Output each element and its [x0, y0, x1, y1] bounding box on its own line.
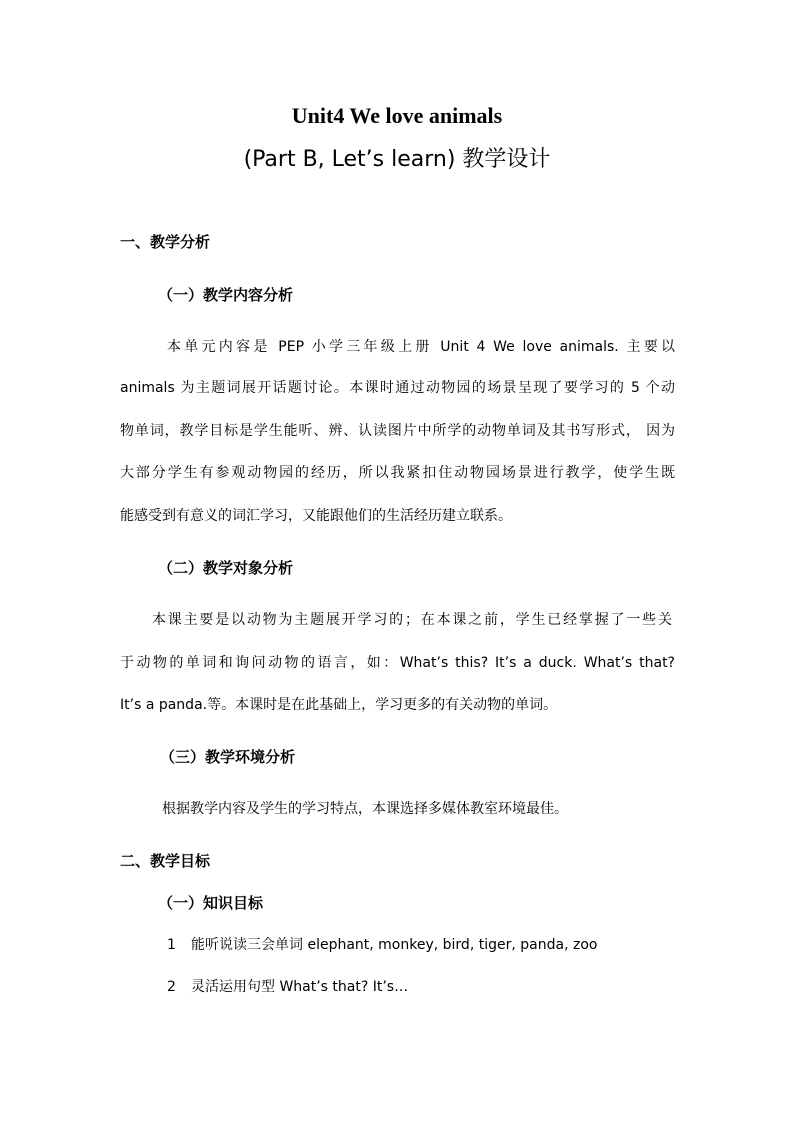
section-heading-teaching-objectives: 二、教学目标 — [120, 852, 211, 870]
subsection-heading-content-analysis: （一）教学内容分析 — [158, 286, 294, 304]
list-item-text: 灵活运用句型 What’s that? It’s… — [191, 979, 409, 995]
subsection-heading-learner-analysis: （二）教学对象分析 — [158, 559, 294, 577]
paragraph-line: 本课主要是以动物为主题展开学习的；在本课之前，学生已经掌握了一些关 — [152, 612, 672, 628]
paragraph-line: 能感受到有意义的词汇学习，又能跟他们的生活经历建立联系。 — [120, 508, 512, 524]
list-item-number: 2 — [167, 979, 176, 995]
list-item — [167, 976, 408, 998]
section-heading-teaching-analysis: 一、教学分析 — [120, 233, 211, 251]
list-item-number: 1 — [167, 937, 176, 953]
paragraph-line: 本单元内容是 PEP 小学三年级上册 Unit 4 We love animals. 主要以 — [167, 339, 675, 355]
paragraph-line: It’s a panda.等。本课时是在此基础上，学习更多的有关动物的单词。 — [120, 697, 558, 713]
paragraph-line: 于动物的单词和询问动物的语言，如：What’s this? It’s a duck. What’s that? — [120, 655, 675, 671]
document-title: Unit4 We love animals — [291, 103, 503, 128]
subsection-heading-knowledge-objectives: （一）知识目标 — [158, 894, 264, 912]
paragraph-line: 根据教学内容及学生的学习特点，本课选择多媒体教室环境最佳。 — [162, 801, 568, 817]
paragraph-line: animals 为主题词展开话题讨论。本课时通过动物园的场景呈现了要学习的 5 个动 — [120, 380, 675, 396]
paragraph-line: 物单词，教学目标是学生能听、辨、认读图片中所学的动物单词及其书写形式， 因为 — [120, 423, 675, 439]
subsection-heading-environment-analysis: （三）教学环境分析 — [160, 748, 296, 766]
list-item — [167, 934, 597, 956]
list-item-text: 能听说读三会单词 elephant, monkey, bird, tiger, panda, zoo — [191, 937, 598, 953]
paragraph-line: 大部分学生有参观动物园的经历，所以我紧扣住动物园场景进行教学，使学生既 — [120, 465, 675, 481]
document-subtitle: (Part B, Let’s learn) 教学设计 — [243, 147, 551, 172]
